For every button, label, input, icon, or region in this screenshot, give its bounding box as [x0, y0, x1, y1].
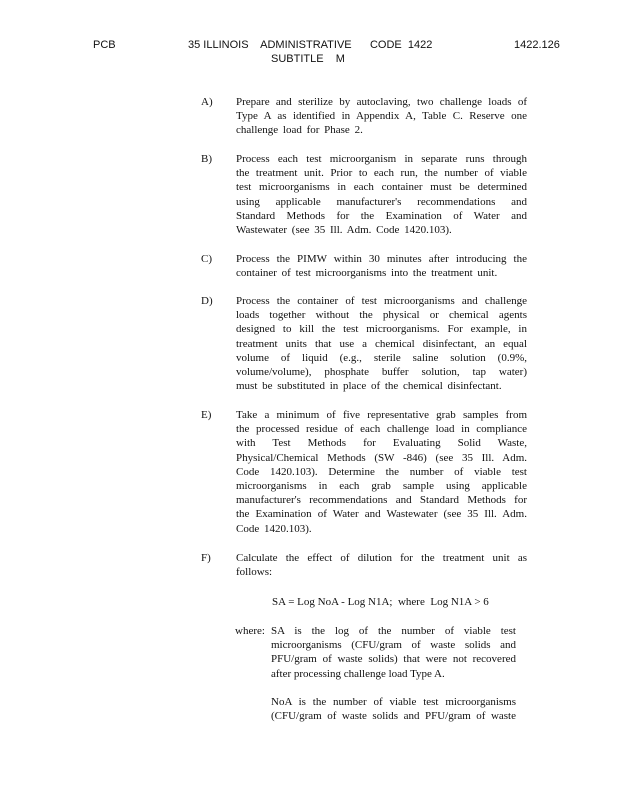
item-label: C) — [201, 253, 212, 265]
text-line: microorganisms in each grab sample using applicable — [236, 480, 527, 493]
text-line: volume/volume), phosphate buffer solution, tap water) — [236, 366, 527, 379]
item-e — [201, 408, 531, 536]
text-line: the treatment unit. Prior to each run, the number of viable — [236, 167, 527, 180]
item-a — [201, 95, 531, 138]
text-line: designed to kill the test microorganisms. For example, in — [236, 323, 527, 336]
definition-noa — [271, 695, 516, 723]
text-line: (CFU/gram of waste solids and PFU/gram of waste — [271, 710, 516, 723]
header-title — [188, 38, 433, 66]
text-line: volume of liquid (e.g., sterile saline solution (0.9%, — [236, 351, 527, 364]
text-line: loads together without the physical or chemical agents — [236, 309, 527, 322]
text-line: with Test Methods for Evaluating Solid Waste, — [236, 437, 527, 450]
item-label: D) — [201, 295, 213, 307]
text-line: SA is the log of the number of viable test — [271, 625, 516, 637]
header-section-number: 1422.126 — [514, 39, 560, 51]
text-line: test microorganisms in each container must be determined — [236, 181, 527, 194]
item-text — [236, 551, 527, 579]
text-line: Code 1420.103). — [236, 522, 312, 535]
text-line: using applicable manufacturer's recommendations and — [236, 195, 527, 208]
text-line: Physical/Chemical Methods (SW -846) (see 35 Ill. Adm. — [236, 451, 527, 464]
item-b — [201, 152, 531, 237]
text-line: manufacturer's recommendations and Standard Methods for — [236, 494, 527, 507]
text-line: the processed residue of each challenge load in compliance — [236, 423, 527, 436]
text-line: treatment units that use a chemical disinfectant, an equal — [236, 337, 527, 350]
item-text — [236, 95, 527, 138]
text-line: must be substituted in place of the chemical disinfectant. — [236, 380, 502, 393]
text-line: Calculate the effect of dilution for the treatment unit as — [236, 552, 527, 564]
item-label: B) — [201, 153, 212, 165]
item-label: F) — [201, 552, 211, 564]
text-line: container of test microorganisms into the treatment unit. — [236, 267, 498, 280]
text-line: Process the PIMW within 30 minutes after introducing the — [236, 253, 527, 265]
item-d — [201, 294, 531, 393]
text-line: Wastewater (see 35 Ill. Adm. Code 1420.103). — [236, 224, 452, 237]
definition-sa — [271, 624, 516, 681]
text-line: NoA is the number of viable test microorganisms — [271, 695, 516, 708]
text-line: Type A as identified in Appendix A, Table C. Reserve one — [236, 110, 527, 123]
text-line: Code 1420.103). Determine the number of viable test — [236, 465, 527, 478]
text-line: PFU/gram of waste solids) that were not recovered — [271, 653, 516, 666]
header-title-line1: 35 ILLINOIS ADMINISTRATIVE CODE 1422 — [188, 39, 433, 51]
text-line: Prepare and sterilize by autoclaving, two challenge loads of — [236, 96, 527, 108]
text-line: the Examination of Water and Wastewater (see 35 Ill. Adm. — [236, 508, 527, 521]
header-left-label: PCB — [93, 39, 116, 51]
text-line: Process the container of test microorganisms and challenge — [236, 295, 527, 307]
text-line: after processing challenge load Type A. — [271, 667, 445, 680]
item-text — [236, 294, 527, 393]
item-text — [236, 252, 527, 280]
item-text — [236, 152, 527, 237]
where-label: where: — [235, 625, 265, 637]
where-definitions — [235, 624, 535, 723]
text-line: microorganisms (CFU/gram of waste solids and — [271, 639, 516, 652]
item-c — [201, 252, 531, 280]
text-line: challenge load for Phase 2. — [236, 124, 363, 137]
item-label: A) — [201, 96, 213, 108]
text-line: Standard Methods for the Examination of Water and — [236, 209, 527, 222]
text-line: Process each test microorganism in separate runs through — [236, 153, 527, 165]
text-line: Take a minimum of five representative grab samples from — [236, 409, 527, 421]
dilution-formula: SA = Log NoA - Log N1A; where Log N1A > 6 — [272, 596, 489, 608]
item-label: E) — [201, 409, 212, 421]
item-text — [236, 408, 527, 536]
header-title-line2: SUBTITLE M — [271, 53, 345, 65]
item-f — [201, 551, 531, 579]
text-line: follows: — [236, 566, 273, 579]
